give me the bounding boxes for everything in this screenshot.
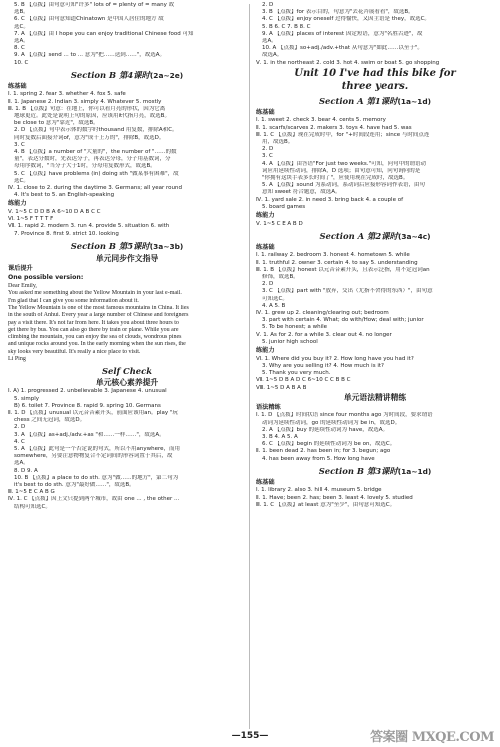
answer-line: 选A。 [262,38,277,45]
answer-line: 3. A 【点拨】as+adj./adv.+as "和……一样……"，故选A。 [14,431,165,438]
answer-line: "你拥有这块手表多长时间了"，应使用现在完成时，故选B。 [262,175,409,182]
answer-line: 3. part with certain 4. What; do with/How; deal with; junior [262,317,424,324]
answer-line: 同时复数后面接介词of，意为"成千上万的"，排除B，故选D。 [14,134,165,141]
answer-line: 10. A 【点拨】so+adj./adv.+that 从句意为"如此……以至于"。 [262,45,423,52]
answer-line: 4. It's best to 5. an English-speaking [14,192,115,199]
essay-line: in the south of Anhui. Every year a large number of Chinese and foreigners [8,312,189,319]
answer-line: 5. B 【点拨】由句意可知"许多" lots of = plenty of = many 故 [14,2,175,8]
answer-line: 4. C [14,438,25,445]
answer-line: 2. D [262,146,274,153]
essay-line: pay a visit there. It's not far from here. It takes you about three hours to [8,319,179,326]
answer-line: 4. C 【点拨】enjoy oneself 过得愉快，又因主语是 they，故选C。 [262,16,430,23]
answer-line: 3. C [14,141,25,148]
answer-line: 3. C [262,153,273,160]
answer-line: 3. Why are you selling it? 4. How much is it? [262,362,384,369]
answer-line: 母用序数词，"当分子大于1时，分母用复数形式，故选B。 [14,163,156,170]
answer-line: 2. A 【点拨】buy 的延续性动词为 have，故选A。 [262,426,388,433]
answer-line: Ⅲ. 1. C 【点拨】现在完成时中，for "+时间段连用；since 与时间点连 [256,131,430,138]
answer-line: Ⅴ. 1~5 C D D B A 6~10 D A B C C [8,209,101,216]
answer-line: 5. C 【点拨】have problems (in) doing sth "做某事有困难"，故 [14,170,179,177]
watermark-logo: 答案圈 MXQE.COM [370,730,494,745]
subsection-label: 练能力 [256,212,275,220]
answer-line: 7. A 【点拨】由 I hope you can enjoy traditional Chinese food 可知 [14,30,194,37]
chinese-heading: 单元语法精讲精练 [343,392,407,402]
answer-line: it's best to do sth. 意为"最好做……"，故选B。 [14,481,135,488]
essay-line: The Yellow Mountain is one of the most famous mountains in China. It lies [8,304,189,311]
answer-line: 10. B 【点拨】a place to do sth. 意为"做……的地方"，第二句为 [14,474,179,481]
section-heading-en: Self Check [101,366,153,377]
answer-line: 地球更近。此处是说明上句的原因，应该用it代指月亮，故选B。 [14,113,170,120]
subsection-label: One possible version: [8,274,84,282]
answer-line: be close to 意为"靠近"，故选B。 [14,120,99,127]
answer-line: 2. D [262,281,274,288]
answer-line: 6. C 【点拨】由句意知道Chinatown 是中国人居住的地方 故 [14,16,164,23]
answer-line: 3. B 【点拨】for 表示目的，句意为"去花卉展看看"，故选B。 [262,9,414,16]
answer-line: 7. Province 8. first 9. strict 10. looking [14,230,119,237]
answer-line: 8. D 9. A [14,467,38,474]
unit-title: Unit 10 I've had this bike for [294,67,456,79]
answer-line: Ⅷ. 1~5 D A B A B [256,384,307,391]
answer-line: 选A。 [14,38,29,45]
answer-line: 9. A 【点拨】send ... to ... 意为"把……送到……"，故选A。 [14,52,166,59]
answer-line: 故选A。 [262,52,283,59]
essay-line: I'm glad that I can give you some information about it. [8,297,139,304]
section-heading-range: (1a~1d) [397,466,432,476]
answer-line: 4. B 【点拨】a number of "大量的"，the number of "……的数 [14,149,177,156]
answer-line: Ⅰ. 1. D 【点拨】时间状语 since four months ago 为时间段，要求谓语 [256,412,433,419]
answer-line: 2. D [14,424,26,431]
section-heading [256,230,494,243]
unit-title: three years. [341,80,409,92]
answer-line: Ⅲ. 1. C 【点拨】at least 意为"至少"，由句意可知选C。 [256,501,396,508]
answer-line: Ⅳ. 1. C 【点拨】因上文只提到两个城市，故由 one ... , the other ... [8,496,180,503]
answer-line: Ⅴ. 1. in the northeast 2. cold 3. hot 4. swim or boat 5. go shopping [256,59,440,66]
answer-line: Ⅰ. A) 1. progressed 2. unbelievable 3. Japanese 4. unusual [8,388,167,395]
answer-line: 选B。 [14,9,29,16]
answer-line: Ⅴ. 1~5 C E A B D [256,220,303,227]
section-heading [256,95,494,108]
subsection-label: 课后提升 [8,264,33,272]
column-divider [249,4,250,729]
chinese-heading: 单元核心素养提升 [95,378,159,388]
answer-line: 词应用延续性动词，排除A，D 选项；由句意可知，问句询问的是 [262,167,421,174]
section-heading [8,365,246,377]
answer-line: Ⅵ. 1~5 F T T T F [8,216,54,223]
section-heading-en: Section B 第3课时 [318,465,398,476]
subsection-label: 练基础 [8,82,27,90]
section-heading-range: (1a~1d) [397,96,431,106]
answer-line: 5. junior high school [262,338,318,345]
subsection-label: 语法精练 [256,403,281,411]
answer-line: 结构可知选C。 [14,503,51,510]
answer-line: 可知选C。 [262,295,288,302]
essay-line: Li Ping [8,356,26,363]
answer-line: Ⅱ. 1. D 【点拨】unusual 以元音音素开头，前面应该用an。play "玩 [8,409,178,416]
answer-line: 2. D 【点拨】句中表示体的数字时thousand 用复数，排除A和C。 [14,127,178,134]
answer-line: Ⅶ. 1~5 D B A D C 6~10 C C B B C [256,377,351,384]
answer-line: 9. A 【点拨】places of interest 因定短语，意为"名胜古迹"，故 [262,30,423,37]
section-heading [8,69,246,82]
answer-line: Ⅲ. 1. B 【点拨】honest 以元音音素开头，且表示泛指，用不定冠词an [256,266,430,273]
answer-line: Ⅵ. 1. Where did you buy it? 2. How long have you had it? [256,355,414,362]
section-heading-range: (3a~3b) [149,241,184,251]
answer-line: 5. A 【点拨】sound 为系动词，系动词后应接形容词作表语，由句 [262,182,425,189]
answer-line: 4. A 【点拨】由答语"For just two weeks."可知，问句中的谓语动 [262,160,427,167]
section-heading-en: Section A 第1课时 [319,95,398,106]
answer-line: Ⅲ. 1~5 E C A B G [8,489,55,496]
section-heading [256,465,494,478]
left-column [8,2,246,511]
answer-line: Ⅰ. 1. railway 2. bedroom 3. honest 4. hometown 5. while [256,252,410,259]
essay-line: climbing the mountain, you can enjoy the sea of clouds, wondrous pines [8,334,182,341]
answer-line: 选C。 [14,177,29,184]
essay-line: Dear Emily, [8,283,37,290]
answer-line: Ⅱ. 1. been dead 2. has been in; for 3. begun; ago [256,448,391,455]
answer-line: 修饰，故选B。 [262,274,299,281]
answer-line: 3. B 4. A 5. A [262,433,298,440]
section-heading-en: Section A 第2课时 [319,230,398,241]
answer-line: chess 之间无冠词，故选D。 [14,417,86,424]
answer-line: 量"，表达分数时，先表达分子，再表达分母，分子用基数词，分 [14,156,171,163]
answer-line: Ⅰ. 1. sweet 2. check 3. bear 4. cents 5. memory [256,117,386,124]
answer-line: 选C。 [14,23,29,30]
subsection-label: 练基础 [256,108,275,116]
right-column [256,2,494,509]
answer-line: 2. D [262,2,274,8]
answer-line: 4. A 5. B [262,302,286,309]
answer-line: 动词为延续性动词，go 的延续性动词为 be in，故选D。 [262,419,401,426]
answer-line: somewhere，另要注意物物复合不定词间的形容词置于其后，故 [14,453,173,460]
answer-line: 5. A 【点拨】此句是一个否定说的句式，所以不用anywhere，而用 [14,445,181,452]
answer-line: 8. C [14,45,25,52]
answer-line: Ⅰ. 1. library 2. also 3. hill 4. museum 5. bridge [256,487,382,494]
section-heading-range: (3a~4c) [397,231,431,241]
answer-line: Ⅶ. 1. rapid 2. modern 3. run 4. provide 5. situation 6. with [8,223,170,230]
essay-line: and unique rocks around you. In the early morning when the sun rises, the [8,341,186,348]
subsection-label: 练能力 [256,347,275,355]
answer-line: 意知 sweet 符合题意，故选A。 [262,189,341,196]
subsection-label: 练基础 [256,243,275,251]
answer-line: 10. C [14,59,29,66]
answer-line: Ⅳ. 1. close to 2. during the daytime 3. Germans; all year round [8,185,182,192]
answer-line: Ⅰ. 1. spring 2. fear 3. whether 4. fox 5. safe [8,91,126,98]
answer-line: Ⅳ. 1. grew up 2. cleaning/clearing out; bedroom [256,310,389,317]
answer-line: 5. Thank you very much. [262,370,331,377]
chinese-heading: 单元同步作文指导 [95,253,159,263]
subsection-label: 练基础 [256,478,275,486]
page-number: —155— [231,731,269,741]
essay-line: sky looks very beautiful. It's really a nice place to visit. [8,348,141,355]
answer-line: Ⅱ. 1. Japanese 2. Indian 3. simply 4. Whatever 5. mostly [8,98,162,105]
answer-line: 3. C 【点拨】part with "放弃，交出（尤指不舍得的东西）"，由句意 [262,288,433,295]
section-heading-range: (2a~2e) [149,70,184,80]
section-heading [8,240,246,253]
essay-line: get there by bus. You can also go there by train or plane. While you are [8,326,179,333]
section-heading-en: Section B 第5课时 [70,240,150,251]
section-heading-en: Section B 第4课时 [70,69,150,80]
essay-line: You asked me something about the Yellow Mountain in your last e-mail. [8,290,182,297]
answer-line: 5. To be honest; a while [262,324,328,331]
answer-line: B) 6. toilet 7. Province 8. rapid 9. spring 10. Germans [14,402,161,409]
answer-line: 选A。 [14,460,29,467]
answer-line: Ⅲ. 1. B 【点拨】句意：在地上，你可以看月亮的形状，因为它离 [8,105,166,112]
answer-line: 5. simply [14,395,40,402]
answer-line: 5. board games [262,203,306,210]
answer-line: Ⅴ. 1. As for 2. for a while 3. clear out 4. no longer [256,331,392,338]
answer-line: 4. has been away from 5. How long have [262,455,375,462]
answer-line: 6. C 【点拨】begin 的延续性动词为 be on，故选C。 [262,441,396,448]
answer-line: 用，故选B。 [262,139,294,146]
answer-line: Ⅳ. 1. yard sale 2. in need 3. bring back 4. a couple of [256,196,404,203]
answer-line: 5. B 6. C 7. B 8. C [262,23,311,30]
subsection-label: 练能力 [8,200,27,208]
answer-line: Ⅱ. 1. scarfs/scarves 2. makers 3. toys 4. have had 5. was [256,124,412,131]
answer-line: Ⅱ. 1. Have; been 2. has; been 3. least 4. lovely 5. studied [256,494,413,501]
answer-line: Ⅱ. 1. truthful 2. owner 3. certain 4. to say 5. understanding [256,259,418,266]
